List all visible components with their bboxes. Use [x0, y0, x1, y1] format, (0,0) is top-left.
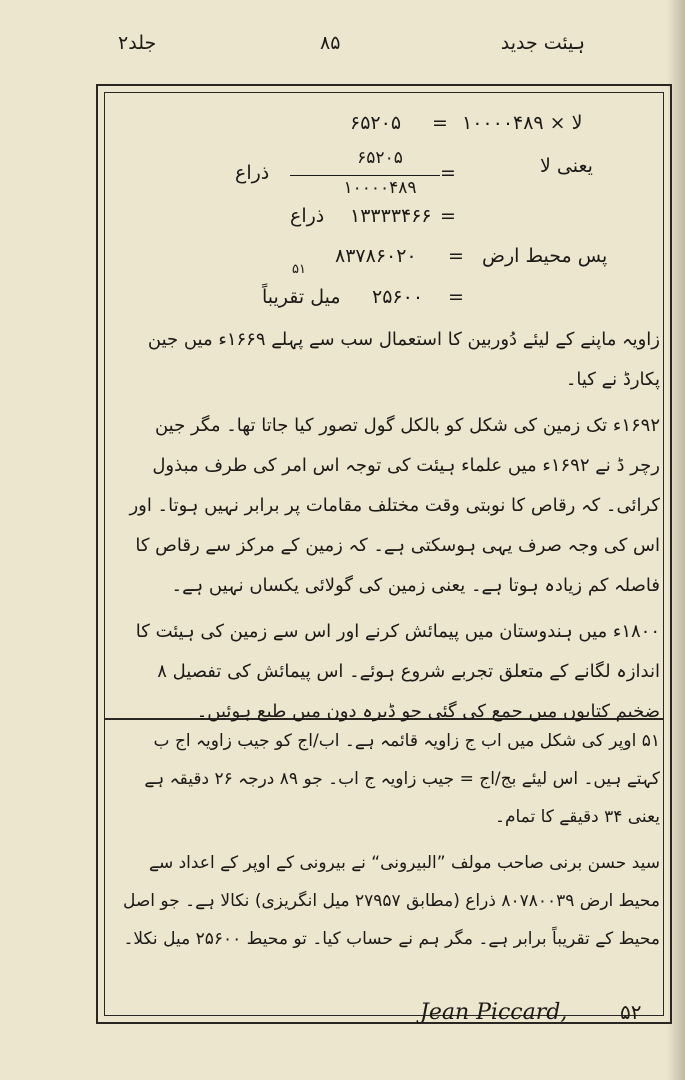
eq2-numerator: ۶۵۲۰۵	[357, 148, 403, 168]
eq2-label: یعنی لا	[540, 155, 593, 177]
book-title: ہیئت جدید	[500, 32, 585, 54]
footnote-sine: ۵۱ اوپر کی شکل میں اب ج زاویہ قائمہ ہے۔ اب/اج کو جیب زاویہ اج ب کہتے ہیں۔ اس لیئے بج/اج = جیب زاویہ ج اب۔ جو ۸۹ درجہ ۲۶ دقیقہ ہے	[144, 731, 660, 789]
eq2-unit: ذراع	[235, 162, 270, 184]
eq1-left: لا × ۱۰۰۰۰۴۸۹	[462, 112, 583, 134]
volume-label: جلد۲	[118, 32, 157, 54]
eq5-unit: میل تقریباً	[262, 286, 341, 308]
page-edge-shadow	[667, 0, 685, 1080]
eq4-value: ۸۳۷۸۶۰۲۰	[335, 245, 417, 267]
eq5-equals: =	[448, 286, 464, 308]
eq4-label: پس محیط ارض	[482, 245, 608, 267]
eq1-equals: =	[432, 112, 448, 134]
eq5-footnote-ref: ۵۱	[292, 262, 306, 277]
paragraph-earth-shape: ۱۶۹۲ء تک زمین کی شکل کو بالکل گول تصور کیا جاتا تھا۔ مگر جین رچر ڈ نے ۱۶۹۲ء میں علماء ہیئت کی توجہ اس امر کی طرف مبذول کرائی۔ کہ رقاص کا نوبتی وقت مختلف مقامات پر برابر نہیں ہوتا۔ اور اس کی وجہ صرف یہی ہوسکتی ہے۔ کہ زمین کے مرکز سے رقاص کا فاصلہ کم زیادہ ہوتا ہے۔ یعنی زمین کی گولائی یکساں نہیں ہے۔	[129, 415, 660, 596]
body-text	[120, 320, 660, 732]
eq4-equals: =	[448, 245, 464, 267]
footnotes	[120, 722, 660, 958]
paragraph-india-survey: ۱۸۰۰ء میں ہندوستان میں پیمائش کرنے اور اس سے زمین کی ہیئت کا اندازہ لگانے کے متعلق تجربے شروع ہوئے۔ اس پیمائش کی تفصیل ۸ ضخیم کتابوں میں جمع کی گئی جو ڈیرہ دون میں طبع ہوئیں۔	[135, 621, 660, 722]
eq2-equals: =	[440, 162, 456, 184]
eq2-denominator: ۱۰۰۰۰۴۸۹	[343, 178, 417, 198]
eq3-equals: =	[440, 205, 456, 227]
eq3-value: ۱۳۳۳۳۴۶۶	[350, 205, 432, 227]
page-number: ۸۵	[320, 32, 341, 54]
eq2-fraction-bar	[290, 175, 440, 176]
eq3-unit: ذراع	[290, 205, 325, 227]
footnote-minutes: یعنی ۳۴ دقیقے کا تمام۔	[494, 807, 660, 827]
footnote-marker: ۵۲	[620, 1000, 642, 1024]
eq1-right: ۶۵۲۰۵	[350, 112, 402, 134]
eq5-value: ۲۵۶۰۰	[372, 286, 424, 308]
signature-jean-piccard: Jean Piccard,	[420, 1000, 568, 1025]
footnote-biruni: سید حسن برنی صاحب مولف ”البیرونی“ نے بیرونی کے اوپر کے اعداد سے محیط ارض ۸۰۷۸۰۰۳۹ ذراع (مطابق ۲۷۹۵۷ میل انگریزی) نکالا ہے۔ جو اصل محیط کے تقریباً برابر ہے۔ مگر ہم نے حساب کیا۔ تو محیط ۲۵۶۰۰ میل نکلا۔	[123, 853, 660, 949]
paragraph-telescope: زاویہ ماپنے کے لیئے دُوربین کا استعمال سب سے پہلے ۱۶۶۹ء میں جین پکارڈ نے کیا۔	[147, 329, 660, 390]
